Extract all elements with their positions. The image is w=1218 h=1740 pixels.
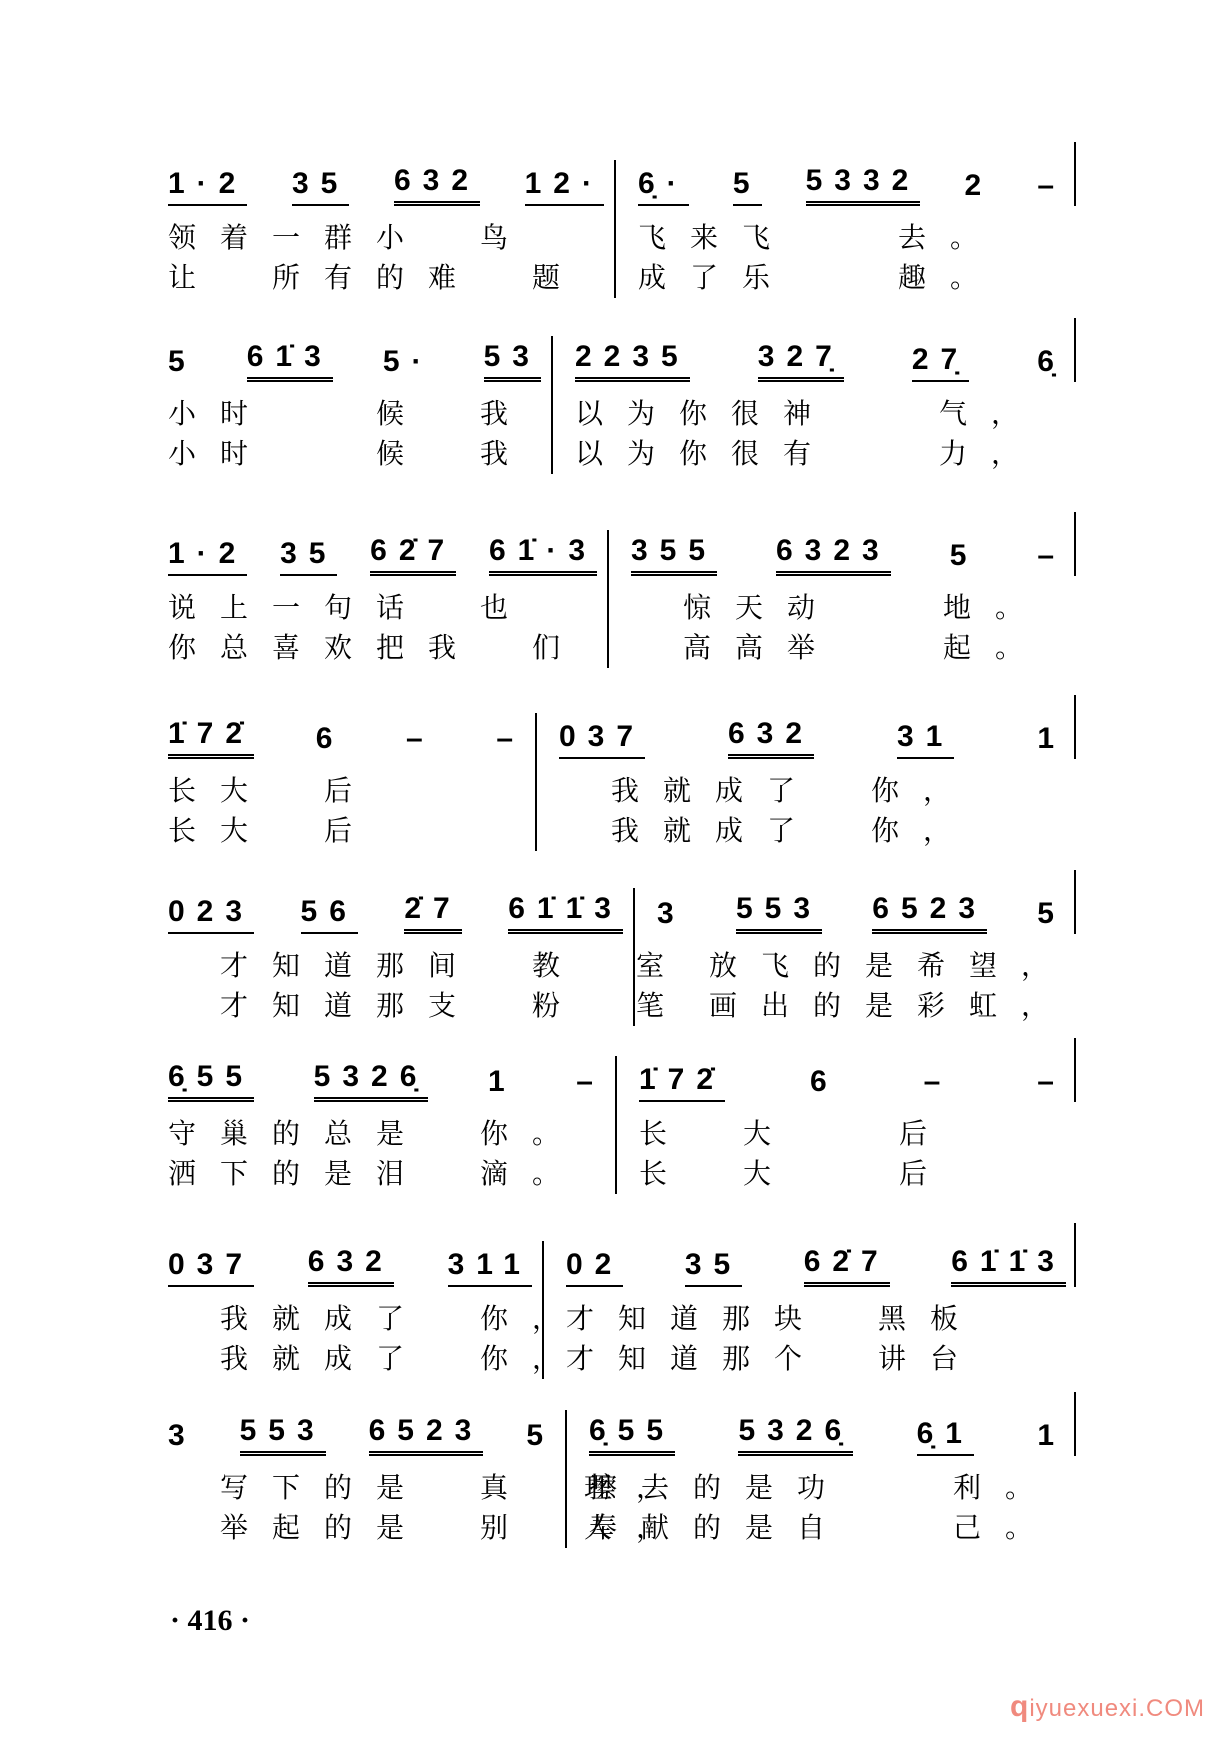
note-group: 6̣1	[917, 1417, 974, 1456]
note-group: 5326̣	[738, 1414, 853, 1456]
score-system	[162, 713, 1076, 851]
note-group: 61̇1̇3	[951, 1245, 1066, 1287]
lyric-verse-2: 你总喜欢把我 们	[168, 631, 585, 664]
lyric-verse-2: 举起的是 别 人，	[168, 1511, 689, 1544]
measure	[542, 1241, 1076, 1379]
notes-row	[657, 888, 1066, 934]
note-group: 553	[736, 892, 822, 934]
note-group: 553	[240, 1414, 326, 1456]
note-group: 311	[448, 1248, 532, 1287]
score-system	[162, 336, 1076, 474]
note-group: 61̇1̇3	[508, 892, 623, 934]
measure	[162, 1241, 585, 1379]
measure	[535, 713, 1076, 851]
notes-row	[589, 1410, 1066, 1456]
note-group: 02	[566, 1248, 623, 1287]
lyric-verse-1: 说上一句话 也	[168, 591, 533, 624]
lyric-verse-2: 以为你很有 力，	[575, 437, 1044, 470]
score-system	[162, 1410, 1076, 1548]
measure	[551, 336, 1076, 474]
note-group: 6̣·	[638, 167, 689, 206]
note-group: –	[496, 722, 525, 755]
note-group: 2	[964, 169, 994, 202]
note-group: 1̇72̇	[639, 1063, 725, 1102]
note-group: 5	[1037, 897, 1066, 930]
measure	[162, 336, 551, 474]
notes-row	[168, 1241, 532, 1287]
note-group: 3	[657, 897, 686, 930]
notes-row	[168, 1410, 555, 1456]
measure	[162, 530, 607, 668]
note-group: 1	[1037, 1419, 1066, 1452]
note-group: 6̣	[1037, 345, 1066, 378]
note-group: 5	[733, 167, 762, 206]
measure	[614, 160, 1076, 298]
note-group: 6̣55	[589, 1414, 675, 1456]
notes-row	[631, 530, 1066, 576]
note-group: 2235	[575, 340, 690, 382]
lyric-verse-1: 领着一群小 鸟	[168, 221, 533, 254]
lyric-verse-1: 写下的是 真 理，	[168, 1471, 689, 1504]
lyric-verse-2: 高高举 起。	[631, 631, 1048, 664]
note-group: 1·2	[168, 537, 247, 576]
note-group: 2̇7	[404, 892, 461, 934]
notes-row	[168, 888, 623, 934]
lyric-verse-2: 成了乐 趣。	[638, 261, 1003, 294]
note-group: 6̣55	[168, 1060, 254, 1102]
note-group: 12·	[525, 167, 604, 206]
score-system	[162, 160, 1076, 298]
note-group: 31	[897, 720, 954, 759]
watermark-mark: q	[1010, 1690, 1030, 1723]
notes-row	[168, 1056, 605, 1102]
lyric-verse-2: 小时 候 我	[168, 437, 533, 470]
note-group: –	[576, 1065, 605, 1098]
measure	[162, 1056, 615, 1194]
note-group: 1	[1037, 722, 1066, 755]
note-group: 35	[292, 167, 349, 206]
note-group: 62̇7	[804, 1245, 890, 1287]
notes-row	[168, 713, 525, 759]
lyric-verse-1: 以为你很神 气，	[575, 397, 1044, 430]
note-group: 6	[810, 1065, 839, 1098]
measure	[162, 160, 614, 298]
lyric-verse-1: 长大 后	[168, 774, 377, 807]
notes-row	[168, 160, 604, 206]
lyric-verse-2: 我就成了 你，	[559, 814, 976, 847]
notes-row	[639, 1056, 1066, 1102]
note-group: 27̣	[912, 343, 969, 382]
watermark-text: iyuexuexi.COM	[1029, 1695, 1206, 1722]
notes-row	[168, 336, 541, 382]
note-group: 6523	[369, 1414, 484, 1456]
measure	[615, 1056, 1076, 1194]
lyric-verse-2: 画出的是彩虹，	[657, 989, 1074, 1022]
note-group: 1·2	[168, 167, 247, 206]
note-group: 6	[315, 722, 345, 755]
note-group: 5·	[382, 345, 434, 378]
note-group: 5326̣	[314, 1060, 429, 1102]
lyric-verse-2: 我就成了 你，	[168, 1342, 585, 1375]
note-group: 61̇3	[247, 340, 333, 382]
notes-row	[168, 530, 597, 576]
lyric-verse-1: 擦去的是功 利。	[589, 1471, 1058, 1504]
note-group: 1	[488, 1065, 517, 1098]
note-group: –	[1037, 539, 1066, 572]
lyric-verse-1: 我就成了 你，	[559, 774, 976, 807]
note-group: 037	[559, 720, 645, 759]
watermark	[1010, 1690, 1205, 1724]
lyric-verse-2: 才知道那支 粉 笔	[168, 989, 689, 1022]
lyric-verse-2: 让 所有的难 题	[168, 261, 585, 294]
note-group: 355	[631, 534, 717, 576]
lyric-verse-1: 才知道那间 教 室	[168, 949, 689, 982]
note-group: 5	[526, 1419, 555, 1452]
measure	[162, 888, 689, 1026]
note-group: 5332	[806, 164, 921, 206]
lyric-verse-2: 长 大 后	[639, 1157, 952, 1190]
note-group: 53	[484, 340, 541, 382]
note-group: 632	[308, 1245, 394, 1287]
score-system	[162, 1056, 1076, 1194]
note-group: 632	[394, 164, 480, 206]
score-system	[162, 530, 1076, 668]
lyric-verse-2: 长大 后	[168, 814, 377, 847]
lyric-verse-1: 放飞的是希望，	[657, 949, 1074, 982]
note-group: 1̇72̇	[168, 717, 254, 759]
score-system	[162, 1241, 1076, 1379]
note-group: 5	[168, 345, 197, 378]
note-group: 61̇·3	[489, 534, 597, 576]
score-system	[162, 888, 1076, 1026]
notes-row	[566, 1241, 1066, 1287]
lyric-verse-2: 奉献的是自 己。	[589, 1511, 1058, 1544]
note-group: 632	[728, 717, 814, 759]
note-group: 6323	[776, 534, 891, 576]
note-group: –	[1037, 169, 1066, 202]
lyric-verse-1: 小时 候 我	[168, 397, 533, 430]
measure	[162, 713, 535, 851]
note-group: 62̇7	[370, 534, 456, 576]
note-group: 35	[685, 1248, 742, 1287]
note-group: –	[923, 1065, 953, 1098]
lyric-verse-1: 才知道那块 黑板	[566, 1302, 983, 1335]
measure	[607, 530, 1076, 668]
note-group: 56	[301, 895, 358, 934]
lyric-verse-2: 才知道那个 讲台	[566, 1342, 983, 1375]
notes-row	[559, 713, 1066, 759]
page-number: · 416 ·	[170, 1604, 251, 1637]
notes-row	[575, 336, 1066, 382]
measure	[633, 888, 1076, 1026]
note-group: 037	[168, 1248, 254, 1287]
note-group: 6523	[872, 892, 987, 934]
lyric-verse-1: 守巢的总是 你。	[168, 1117, 585, 1150]
note-group: –	[1037, 1065, 1066, 1098]
note-group: 023	[168, 895, 254, 934]
note-group: 5	[949, 539, 979, 572]
lyric-verse-1: 我就成了 你，	[168, 1302, 585, 1335]
lyric-verse-1: 长 大 后	[639, 1117, 952, 1150]
lyric-verse-1: 惊天动 地。	[631, 591, 1048, 624]
lyric-verse-2: 洒下的是泪 滴。	[168, 1157, 585, 1190]
measure	[565, 1410, 1076, 1548]
note-group: 3	[168, 1419, 197, 1452]
lyric-verse-1: 飞来飞 去。	[638, 221, 1003, 254]
notes-row	[638, 160, 1066, 206]
note-group: 327̣	[758, 340, 844, 382]
note-group: 35	[280, 537, 337, 576]
note-group: –	[406, 722, 435, 755]
